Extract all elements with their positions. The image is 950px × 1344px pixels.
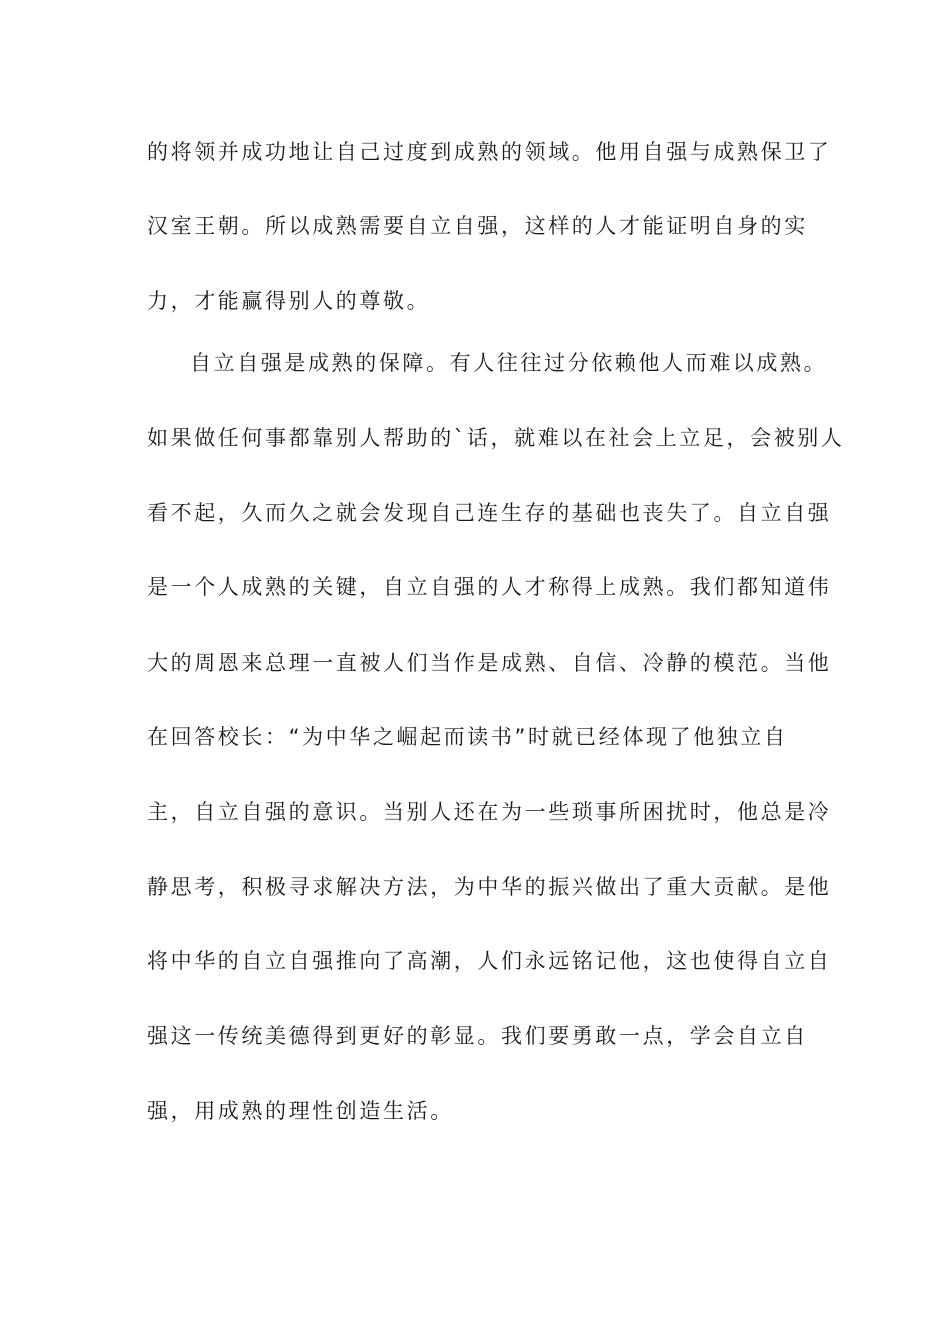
text-line: 静思考，积极寻求解决方法，为中华的振兴做出了重大贡献。是他 — [147, 875, 832, 899]
text-line: 汉室王朝。所以成熟需要自立自强，这样的人才能证明自身的实 — [147, 214, 808, 238]
text-line: 大的周恩来总理一直被人们当作是成熟、自信、冷静的模范。当他 — [147, 651, 832, 675]
text-line: 力，才能赢得别人的尊敬。 — [147, 289, 431, 313]
text-line: 是一个人成熟的关键，自立自强的人才称得上成熟。我们都知道伟 — [147, 575, 832, 599]
text-line: 强这一传统美德得到更好的彰显。我们要勇敢一点，学会自立自 — [147, 1024, 808, 1048]
text-line: 强，用成熟的理性创造生活。 — [147, 1099, 454, 1123]
paragraph-first-line: 自立自强是成熟的保障。有人往往过分依赖他人而难以成熟。 — [190, 351, 828, 375]
text-line: 将中华的自立自强推向了高潮，人们永远铭记他，这也使得自立自 — [147, 949, 832, 973]
text-line: 看不起，久而久之就会发现自己连生存的基础也丧失了。自立自强 — [147, 501, 832, 525]
text-line: 在回答校长：“为中华之崛起而读书”时就已经体现了他独立自 — [147, 725, 788, 749]
text-line: 主，自立自强的意识。当别人还在为一些琐事所困扰时，他总是冷 — [147, 800, 832, 824]
text-line: 的将领并成功地让自己过度到成熟的领域。他用自强与成熟保卫了 — [147, 140, 832, 164]
text-line: 如果做任何事都靠别人帮助的`话，就难以在社会上立足，会被别人 — [147, 426, 845, 450]
